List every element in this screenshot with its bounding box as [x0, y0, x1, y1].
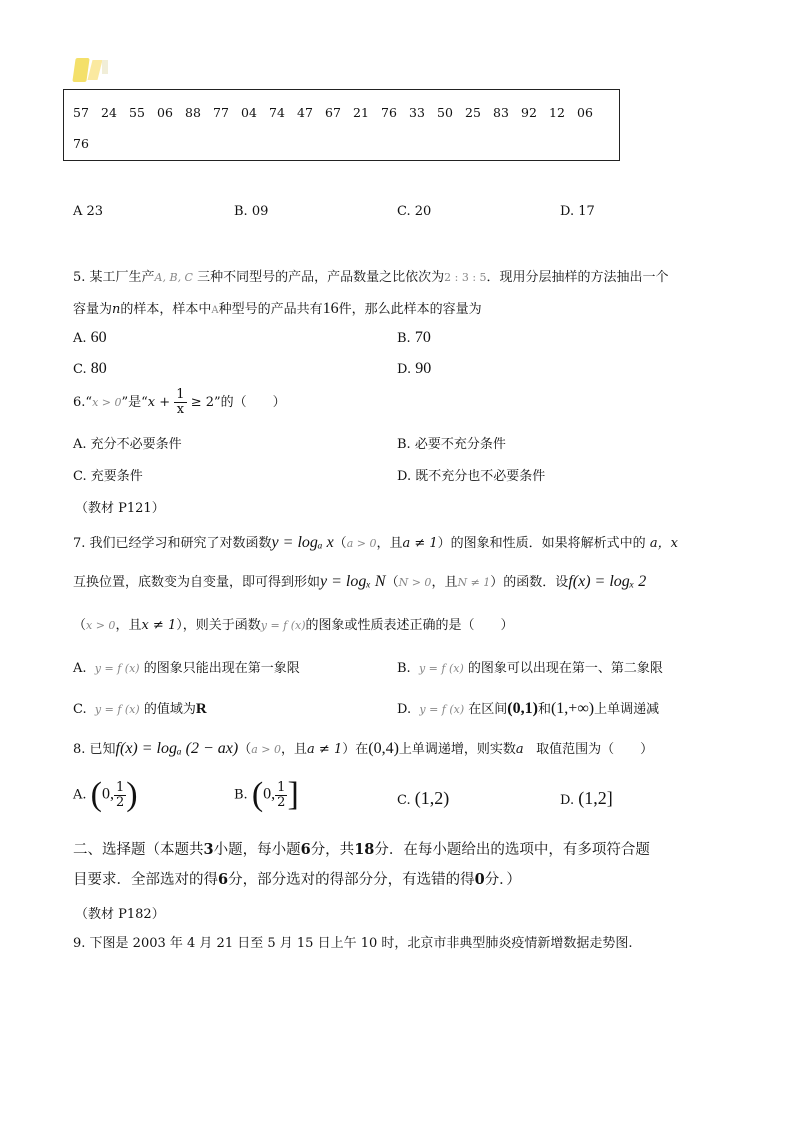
question-8: 8. 已知f(x) = logₐ (2 − ax)（a > 0，且a ≠ 1）在(0,4)上单调递增，则实数a 取值范围为（ ）: [73, 740, 654, 757]
random-number-cell: 76: [73, 136, 89, 151]
textbook-reference: （教材 P121）: [75, 501, 165, 516]
question-7-line-3: （x > 0，且x ≠ 1），则关于函数y = f (x)的图象或性质表述正确的是（ ）: [73, 618, 514, 633]
random-number-cell: 06: [157, 105, 173, 120]
random-number-cell: 50: [437, 105, 453, 120]
q7-option-a: A. y = f (x) 的图象只能出现在第一象限: [73, 661, 300, 676]
q8-option-a: A. (0, $\frac{1}{2}$ ): [73, 776, 138, 813]
q7-option-b: B. y = f (x) 的图象可以出现在第一、第二象限: [397, 661, 663, 676]
q5-option-d: D. 90: [397, 360, 432, 377]
q6-option-b: B. 必要不充分条件: [397, 437, 506, 452]
question-5-line-1: 5. 某工厂生产A, B, C 三种不同型号的产品，产品数量之比依次为2 : 3 : 5．现用分层抽样的方法抽出一个: [73, 270, 669, 285]
q6-option-a: A. 充分不必要条件: [73, 437, 182, 452]
random-number-cell: 67: [325, 105, 341, 120]
random-number-cell: 88: [185, 105, 201, 120]
q7-option-d: D. y = f (x) 在区间(0,1)和(1,+∞)上单调递减: [397, 700, 660, 717]
q5-option-b: B. 70: [397, 329, 431, 346]
question-6: 6.“x > 0”是“x + $\frac{1}{x}$ ≥ 2”的（ ）: [73, 387, 286, 417]
random-number-cell: 25: [465, 105, 481, 120]
fraction-1-over-x: $\frac{1}{x}$: [176, 387, 185, 417]
q8-option-b: B. (0, $\frac{1}{2}$ ]: [234, 776, 299, 813]
random-number-cell: 33: [409, 105, 425, 120]
random-number-cell: 74: [269, 105, 285, 120]
q8-option-c: C. (1,2): [397, 788, 450, 808]
question-7-line-1: 7. 我们已经学习和研究了对数函数y = logₐ x（a > 0，且a ≠ 1）的图象和性质．如果将解析式中的 a，x: [73, 534, 678, 551]
random-number-cell: 57: [73, 105, 89, 120]
random-number-cell: 76: [381, 105, 397, 120]
question-7-line-2: 互换位置，底数变为自变量，即可得到形如y = logₓ N（N > 0，且N ≠ 1）的函数．设f(x) = logₓ 2: [73, 573, 647, 590]
section-2-heading-line-2: 目要求．全部选对的得6分，部分选对的得部分分，有选错的得0分．）: [73, 871, 521, 888]
random-number-cell: 92: [521, 105, 537, 120]
q4-option-a: A 23: [73, 204, 104, 219]
random-number-cell: 04: [241, 105, 257, 120]
q5-option-c: C. 80: [73, 360, 107, 377]
random-number-cell: 24: [101, 105, 117, 120]
q4-option-c: C. 20: [397, 204, 432, 219]
random-number-cell: 77: [213, 105, 229, 120]
q6-option-d: D. 既不充分也不必要条件: [397, 469, 546, 484]
random-number-cell: 21: [353, 105, 369, 120]
textbook-reference: （教材 P182）: [75, 907, 165, 922]
q8-option-d: D. (1,2]: [560, 788, 613, 808]
random-number-cell: 47: [297, 105, 313, 120]
section-2-heading-line-1: 二、选择题（本题共3小题，每小题6分，共18分．在每小题给出的选项中，有多项符合题: [73, 841, 650, 858]
random-number-cell: 55: [129, 105, 145, 120]
random-number-cell: 12: [549, 105, 565, 120]
q4-option-b: B. 09: [234, 204, 269, 219]
publisher-logo: [74, 56, 112, 82]
q5-option-a: A. 60: [73, 329, 107, 346]
q4-option-d: D. 17: [560, 204, 595, 219]
question-5-line-2: 容量为n的样本，样本中A种型号的产品共有16件，那么此样本的容量为: [73, 300, 482, 317]
random-number-cell: 83: [493, 105, 509, 120]
question-9: 9. 下图是 2003 年 4 月 21 日至 5 月 15 日上午 10 时，北京市非典型肺炎疫情新增数据走势图.: [73, 936, 633, 951]
random-number-cell: 06: [577, 105, 593, 120]
q7-option-c: C. y = f (x) 的值域为R: [73, 701, 207, 717]
q6-option-c: C. 充要条件: [73, 469, 143, 484]
random-number-table: [63, 89, 620, 161]
